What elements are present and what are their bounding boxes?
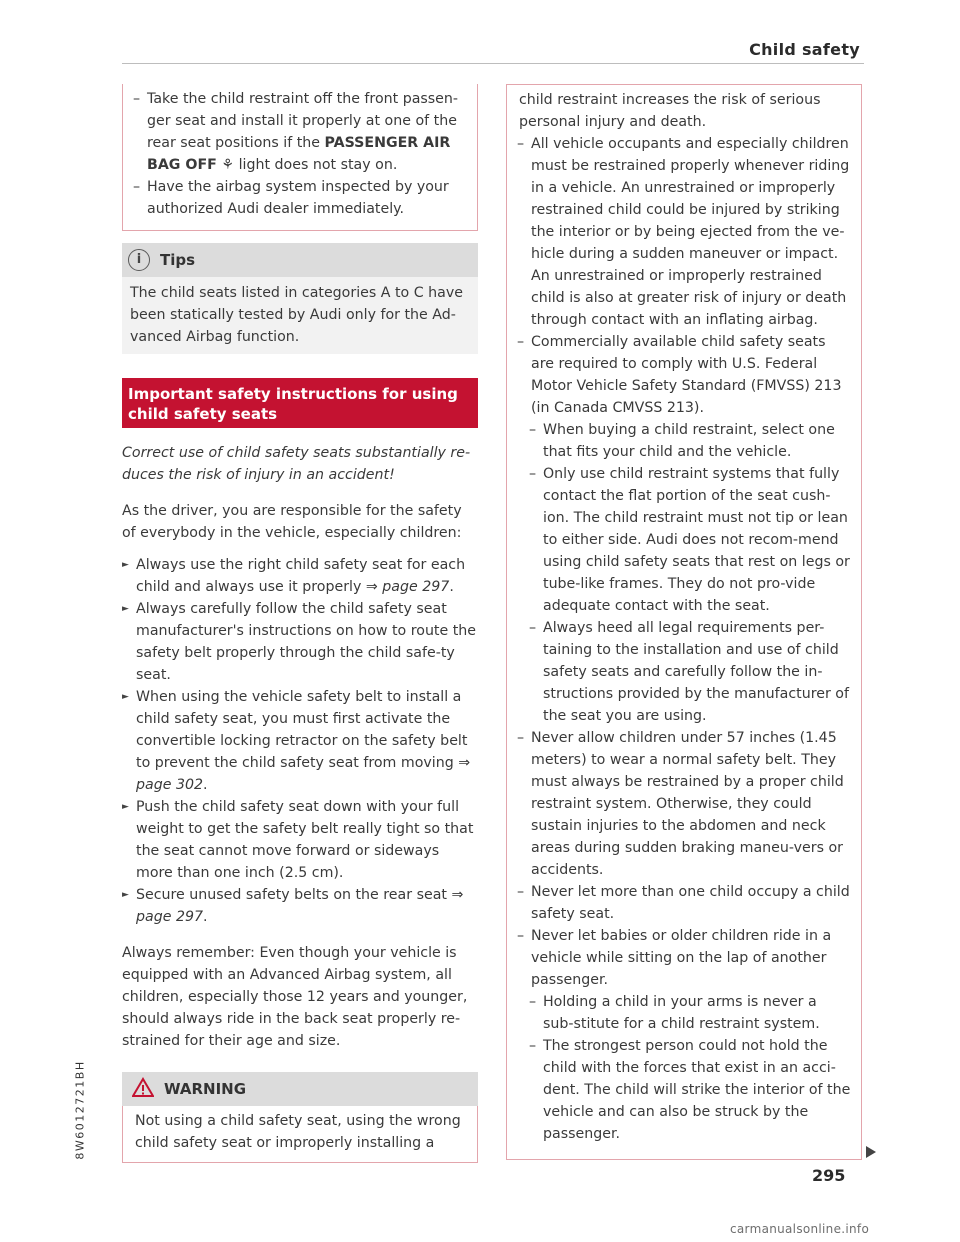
continue-arrow-icon <box>866 1146 876 1158</box>
warning-body: Not using a child safety seat, using the wrong child safety seat or improperly installing a <box>135 1113 461 1151</box>
page-header-title: Child safety <box>749 40 860 59</box>
list-item: ► Always carefully follow the child safety seat manufacturer's instructions on how to route the safety belt properly through the child safe-ty seat. <box>122 598 478 686</box>
list-item: ► Always use the right child safety seat for each child and always use it properly ⇒ page 297. <box>122 554 478 598</box>
document-code: 8W6012721BH <box>73 1060 87 1160</box>
list-item: ► Push the child safety seat down with your full weight to get the safety belt really tight so that the seat cannot move forward or sideways more than one inch (2.5 cm). <box>122 796 478 884</box>
info-icon: i <box>128 249 150 271</box>
instruction-list <box>122 554 478 928</box>
warning-list-item: – When buying a child restraint, select one that fits your child and the vehicle. <box>507 419 861 463</box>
warning-item: – Take the child restraint off the front passen-ger seat and install it properly at one of the rear seat positions if the PASSENGER AIR BAG OFF ⚘ light does not stay on. <box>123 88 477 176</box>
warning-list-item: – Holding a child in your arms is never a sub-stitute for a child restraint system. <box>507 991 861 1035</box>
warning-header <box>122 1072 478 1106</box>
warning-list-item: – The strongest person could not hold the child with the forces that exist in an acci-dent. The child will strike the interior of the vehicle and can also be struck by the passenger. <box>507 1035 861 1145</box>
warning-body-frame <box>122 1106 478 1163</box>
right-column <box>506 84 862 1160</box>
passenger-airbag-off-label: PASSENGER AIR BAG OFF <box>147 135 451 173</box>
section-title: Important safety instructions for using child safety seats <box>122 378 478 428</box>
warning-list-item: – Commercially available child safety seats are required to comply with U.S. Federal Motor Vehicle Safety Standard (FMVSS) 213 (in Canada CMVSS 213). <box>507 331 861 419</box>
page-reference-link[interactable]: ⇒ page 297 <box>365 579 450 595</box>
warning-triangle-icon <box>132 1077 154 1101</box>
header-rule <box>122 63 864 64</box>
warning-list-item: – Always heed all legal requirements per-taining to the installation and use of child safety seats and carefully follow the in-structions provided by the manufacturer of the seat you are using. <box>507 617 861 727</box>
warning-item: – Have the airbag system inspected by your authorized Audi dealer immediately. <box>123 176 477 220</box>
tips-box <box>122 243 478 354</box>
tips-header <box>122 243 478 277</box>
left-column <box>122 84 478 1163</box>
warning-list <box>507 133 861 1145</box>
passenger-airbag-off-icon: ⚘ <box>221 157 235 173</box>
warning-title: WARNING <box>164 1080 247 1098</box>
warning-list-item: – Never let more than one child occupy a child safety seat. <box>507 881 861 925</box>
warning-list-item: – Only use child restraint systems that fully contact the flat portion of the seat cush-ion. The child restraint must not tip or lean to either side. Audi does not recom-mend using child safety seats that rest on legs or tube-like frames. They do not pro-vide adequate contact with the seat. <box>507 463 861 617</box>
list-item: ► Secure unused safety belts on the rear seat ⇒ page 297. <box>122 884 478 928</box>
warning-continuation-text: child restraint increases the risk of serious personal injury and death. <box>519 92 821 130</box>
remember-paragraph: Always remember: Even though your vehicle is equipped with an Advanced Airbag system, all children, especially those 12 years and younger, should always ride in the back seat properly re-strained for their age and size. <box>122 945 468 1049</box>
tips-title: Tips <box>160 251 196 269</box>
lead-text: Correct use of child safety seats substantially re-duces the risk of injury in an accident! <box>122 445 471 483</box>
list-item: ► When using the vehicle safety belt to install a child safety seat, you must first activate the convertible locking retractor on the safety belt to prevent the child safety seat from moving ⇒ page 302. <box>122 686 478 796</box>
page-reference-link[interactable]: ⇒ page 302 <box>136 755 471 793</box>
page-reference-link[interactable]: ⇒ page 297 <box>136 887 464 925</box>
watermark: carmanualsonline.info <box>730 1222 870 1236</box>
warning-list-item: – Never allow children under 57 inches (1.45 meters) to wear a normal safety belt. They must always be restrained by a proper child restraint system. Otherwise, they could sustain injuries to the abdomen and neck areas during sudden braking maneu-vers or accidents. <box>507 727 861 881</box>
warning-continued-frame <box>506 84 862 1160</box>
intro-paragraph: As the driver, you are responsible for the safety of everybody in the vehicle, especially children: <box>122 503 462 541</box>
warning-list-item: – Never let babies or older children ride in a vehicle while sitting on the lap of another passenger. <box>507 925 861 991</box>
tips-body: The child seats listed in categories A to C have been statically tested by Audi only for the Ad-vanced Airbag function. <box>130 285 463 345</box>
page-number: 295 <box>812 1166 846 1185</box>
warning-continuation <box>122 84 478 231</box>
warning-list-item: – All vehicle occupants and especially children must be restrained properly whenever riding in a vehicle. An unrestrained or improperly restrained child could be injured by striking the interior or by being ejected from the ve-hicle during a sudden maneuver or impact. An unrestrained or improperly restrained child is also at greater risk of injury or death through contact with an inflating airbag. <box>507 133 861 331</box>
warning-box <box>122 1072 478 1163</box>
